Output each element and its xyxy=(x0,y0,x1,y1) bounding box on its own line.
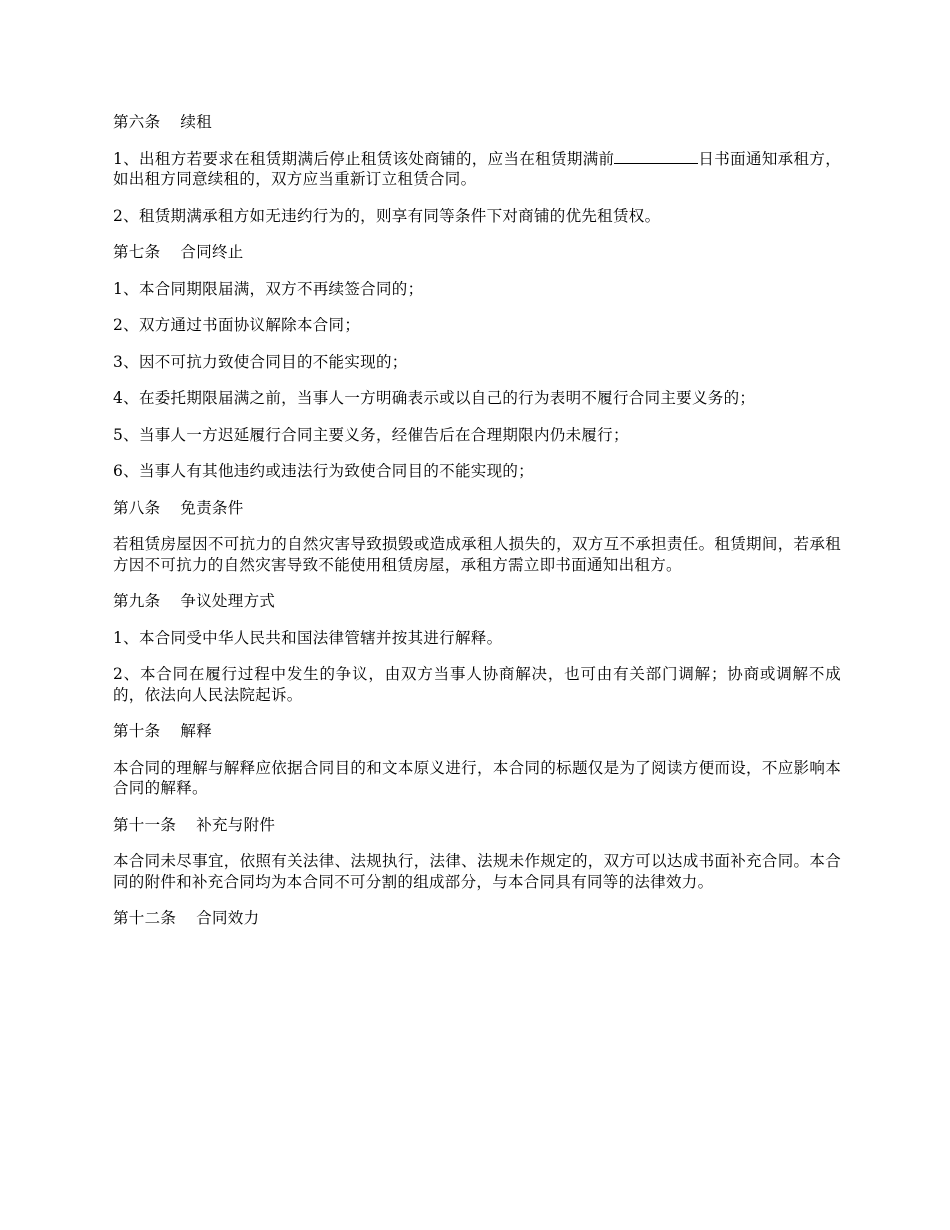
article-7-heading xyxy=(113,242,841,263)
article-number: 第六条 xyxy=(113,113,161,131)
article-11-heading xyxy=(113,815,841,836)
article-6-clause-2: 2、租赁期满承租方如无违约行为的，则享有同等条件下对商铺的优先租赁权。 xyxy=(113,206,661,225)
document-page xyxy=(113,112,841,945)
article-number: 第十一条 xyxy=(113,815,177,834)
article-9-clause-1: 1、本合同受中华人民共和国法律管辖并按其进行解释。 xyxy=(113,628,503,647)
article-12-heading xyxy=(113,908,841,929)
article-title: 免责条件 xyxy=(180,498,244,517)
article-8-heading xyxy=(113,498,841,519)
article-number: 第九条 xyxy=(113,592,161,610)
article-10-heading xyxy=(113,721,841,742)
article-number: 第十二条 xyxy=(113,909,177,927)
article-title: 补充与附件 xyxy=(196,815,276,834)
article-7-clause-6: 6、当事人有其他违约或违法行为致使合同目的不能实现的； xyxy=(113,462,534,480)
article-title: 解释 xyxy=(180,722,213,740)
article-9-heading xyxy=(113,591,841,612)
article-6-clause-1: 1、出租方若要求在租赁期满后停止租赁该处商铺的，应当在租赁期满前 日书面通知承租方，如出租方同意续租的，双方应当重新订立租赁合同。 xyxy=(113,149,841,188)
article-title: 争议处理方式 xyxy=(180,592,276,610)
article-6-heading xyxy=(113,112,841,133)
article-8-body: 若租赁房屋因不可抗力的自然灾害导致损毁或造成承租人损失的，双方互不承担责任。租赁期间，若承租方因不可抗力的自然灾害导致不能使用租赁房屋，承租方需立即书面通知出租方。 xyxy=(113,535,841,574)
fill-in-blank xyxy=(614,149,698,164)
article-7-clause-3: 3、因不可抗力致使合同目的不能实现的； xyxy=(113,352,408,371)
article-7-clause-2: 2、双方通过书面协议解除本合同； xyxy=(113,316,361,334)
article-title: 合同效力 xyxy=(196,909,260,927)
article-7-clause-4: 4、在委托期限届满之前，当事人一方明确表示或以自己的行为表明不履行合同主要义务的； xyxy=(113,389,756,407)
article-title: 续租 xyxy=(180,113,213,131)
article-7-clause-5: 5、当事人一方迟延履行合同主要义务，经催告后在合理期限内仍未履行； xyxy=(113,425,629,444)
article-9-clause-2: 2、本合同在履行过程中发生的争议，由双方当事人协商解决，也可由有关部门调解；协商或调解不成的，依法向人民法院起诉。 xyxy=(113,665,841,704)
article-number: 第七条 xyxy=(113,243,161,261)
article-number: 第十条 xyxy=(113,722,161,740)
article-10-body: 本合同的理解与解释应依据合同目的和文本原义进行，本合同的标题仅是为了阅读方便而设，不应影响本合同的解释。 xyxy=(113,758,841,797)
article-7-clause-1: 1、本合同期限届满，双方不再续签合同的； xyxy=(113,279,424,298)
article-title: 合同终止 xyxy=(180,243,244,261)
article-number: 第八条 xyxy=(113,498,161,517)
article-11-body: 本合同未尽事宜，依照有关法律、法规执行，法律、法规未作规定的，双方可以达成书面补充合同。本合同的附件和补充合同均为本合同不可分割的组成部分，与本合同具有同等的法律效力。 xyxy=(113,852,841,891)
